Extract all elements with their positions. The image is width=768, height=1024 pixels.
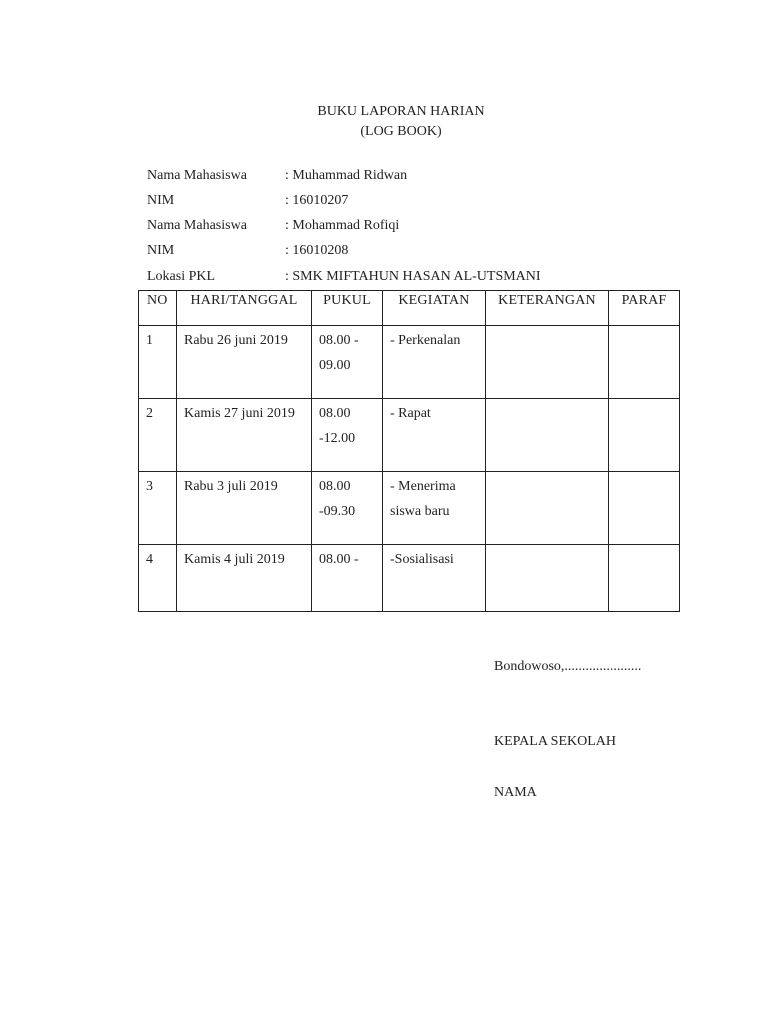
signature-place-date: Bondowoso,...................... <box>494 659 642 674</box>
info-label: NIM <box>147 193 175 208</box>
cell-time: 08.00 -09.30 <box>312 472 383 545</box>
info-value: : 16010207 <box>285 193 349 208</box>
info-value: : Muhammad Ridwan <box>285 168 408 183</box>
info-label: Lokasi PKL <box>147 269 216 284</box>
table-row <box>139 326 680 399</box>
cell-time: 08.00 -12.00 <box>312 399 383 472</box>
cell-time: 08.00 - 09.00 <box>312 326 383 399</box>
cell-activity: - Rapat <box>383 399 486 472</box>
cell-note <box>486 399 609 472</box>
table-row <box>139 399 680 472</box>
cell-no: 4 <box>139 545 177 612</box>
cell-sign <box>609 545 680 612</box>
cell-time: 08.00 - <box>312 545 383 612</box>
cell-note <box>486 545 609 612</box>
info-value: : Mohammad Rofiqi <box>285 218 400 233</box>
column-header-time: PUKUL <box>312 291 383 326</box>
cell-sign <box>609 326 680 399</box>
cell-date: Kamis 4 juli 2019 <box>177 545 312 612</box>
cell-sign <box>609 399 680 472</box>
info-label: Nama Mahasiswa <box>147 218 247 233</box>
cell-date: Rabu 3 juli 2019 <box>177 472 312 545</box>
cell-activity: - Perkenalan <box>383 326 486 399</box>
cell-date: Kamis 27 juni 2019 <box>177 399 312 472</box>
cell-no: 1 <box>139 326 177 399</box>
cell-note <box>486 472 609 545</box>
info-label: NIM <box>147 243 175 258</box>
cell-no: 2 <box>139 399 177 472</box>
table-header-row <box>139 291 680 326</box>
log-table <box>138 290 680 612</box>
column-header-sign: PARAF <box>609 291 680 326</box>
cell-activity: - Menerima siswa baru <box>383 472 486 545</box>
table-row <box>139 472 680 545</box>
info-value: : SMK MIFTAHUN HASAN AL-UTSMANI <box>285 269 541 284</box>
column-header-activity: KEGIATAN <box>383 291 486 326</box>
column-header-no: NO <box>139 291 177 326</box>
cell-sign <box>609 472 680 545</box>
info-value: : 16010208 <box>285 243 349 258</box>
column-header-date: HARI/TANGGAL <box>177 291 312 326</box>
info-label: Nama Mahasiswa <box>147 168 247 183</box>
table-row <box>139 545 680 612</box>
signature-name: NAMA <box>494 785 537 800</box>
cell-date: Rabu 26 juni 2019 <box>177 326 312 399</box>
cell-no: 3 <box>139 472 177 545</box>
document-subtitle: (LOG BOOK) <box>360 124 442 139</box>
signature-role: KEPALA SEKOLAH <box>494 734 616 749</box>
document-title: BUKU LAPORAN HARIAN <box>317 104 485 119</box>
cell-activity: -Sosialisasi <box>383 545 486 612</box>
cell-note <box>486 326 609 399</box>
column-header-note: KETERANGAN <box>486 291 609 326</box>
